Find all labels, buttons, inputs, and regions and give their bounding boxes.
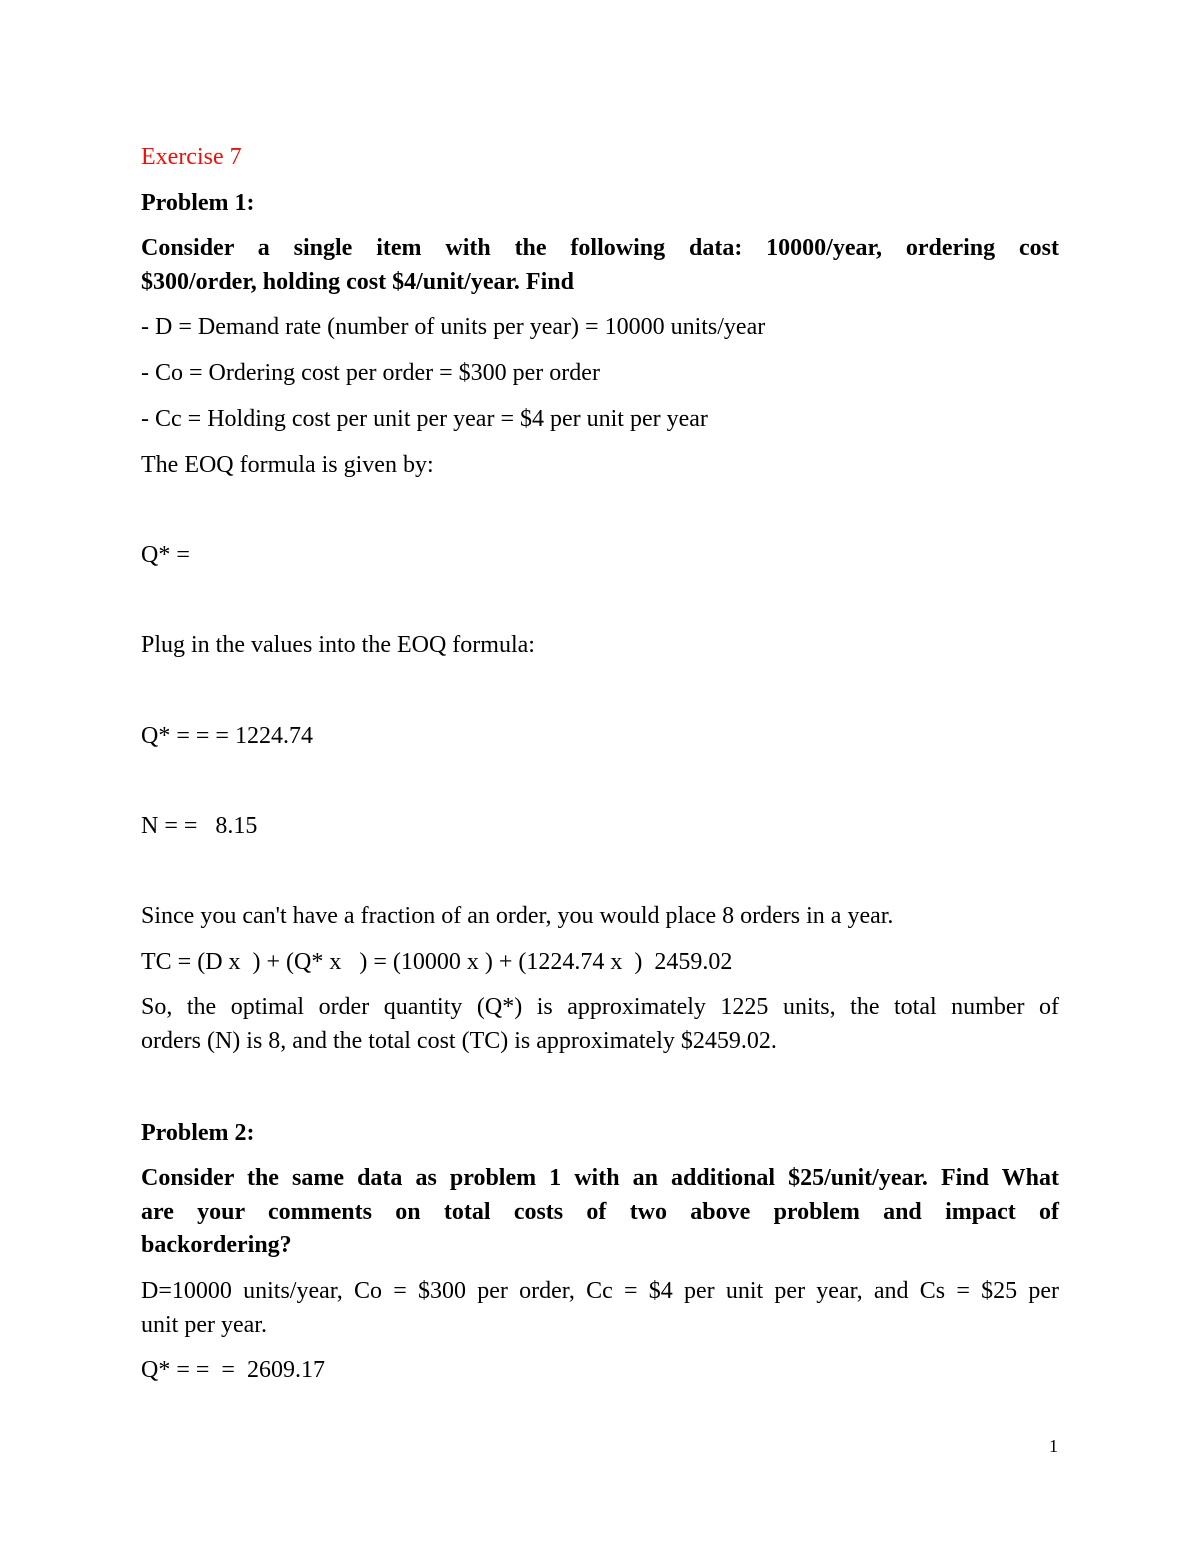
definition-ordering-cost: - Co = Ordering cost per order = $300 per order (141, 360, 600, 386)
fraction-note: Since you can't have a fraction of an order, you would place 8 orders in a year. (141, 903, 894, 929)
n-result: N = = 8.15 (141, 813, 258, 839)
problem-1-statement-line-2: $300/order, holding cost $4/unit/year. Find (141, 269, 574, 295)
eoq-intro: The EOQ formula is given by: (141, 452, 434, 478)
summary-line-1: So, the optimal order quantity (Q*) is approximately 1225 units, the total number of (141, 994, 1059, 1020)
problem-2-data-line-2: unit per year. (141, 1312, 267, 1338)
summary-line-2: orders (N) is 8, and the total cost (TC) is approximately $2459.02. (141, 1028, 777, 1054)
problem-1-statement-line-1: Consider a single item with the following data: 10000/year, ordering cost (141, 235, 1059, 261)
problem-2-statement-line-3: backordering? (141, 1232, 292, 1258)
plug-in-text: Plug in the values into the EOQ formula: (141, 632, 535, 658)
problem-2-statement-line-2: are your comments on total costs of two above problem and impact of (141, 1199, 1059, 1225)
problem-2-q-star-result: Q* = = = 2609.17 (141, 1357, 325, 1383)
exercise-title: Exercise 7 (141, 144, 242, 170)
problem-2-statement-line-1: Consider the same data as problem 1 with an additional $25/unit/year. Find What (141, 1165, 1059, 1191)
problem-1-heading: Problem 1: (141, 190, 255, 216)
total-cost-formula: TC = (D x ) + (Q* x ) = (10000 x ) + (1224.74 x ) 2459.02 (141, 949, 733, 975)
definition-holding-cost: - Cc = Holding cost per unit per year = $4 per unit per year (141, 406, 708, 432)
page-number: 1 (1049, 1436, 1058, 1456)
problem-2-heading: Problem 2: (141, 1120, 255, 1146)
problem-2-data-line-1: D=10000 units/year, Co = $300 per order, Cc = $4 per unit per year, and Cs = $25 per (141, 1278, 1059, 1304)
eoq-formula: Q* = (141, 542, 190, 568)
q-star-result: Q* = = = 1224.74 (141, 723, 313, 749)
definition-demand: - D = Demand rate (number of units per year) = 10000 units/year (141, 314, 766, 340)
